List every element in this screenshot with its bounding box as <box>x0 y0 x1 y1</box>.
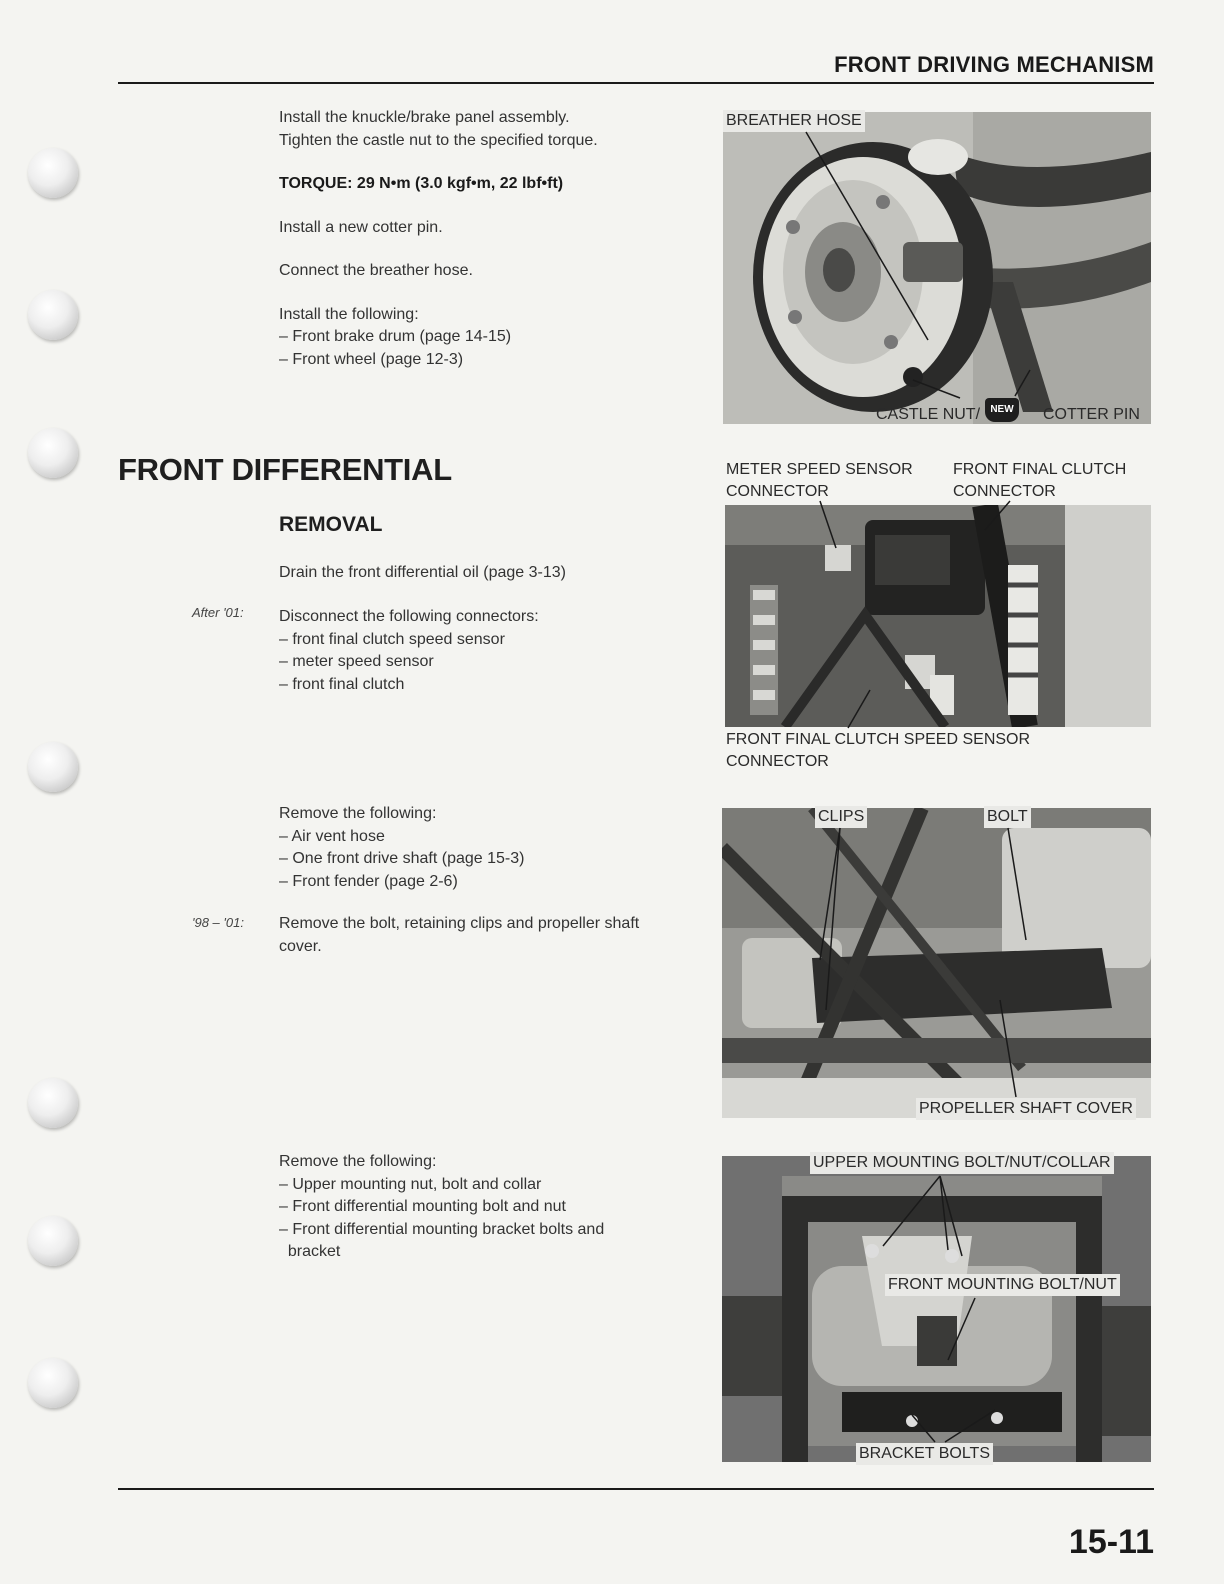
footer-rule <box>118 1488 1154 1490</box>
connectors-illustration <box>725 505 1151 727</box>
binder-hole <box>28 290 78 340</box>
list-item: – Front brake drum (page 14-15) <box>279 328 512 345</box>
step-text: Remove the bolt, retaining clips and propeller shaft <box>279 915 640 932</box>
mounting-illustration <box>722 1156 1151 1462</box>
list-heading: Install the following: <box>279 305 419 323</box>
list-item: – front final clutch <box>279 675 405 693</box>
label-breather-hose: BREATHER HOSE <box>723 110 865 132</box>
step-text: Tighten the castle nut to the specified torque. <box>279 131 598 149</box>
list-heading: Disconnect the following connectors: <box>279 608 539 625</box>
binder-hole <box>28 1358 78 1408</box>
step-text: Connect the breather hose. <box>279 262 473 279</box>
binder-hole <box>28 148 78 198</box>
list-heading: Remove the following: <box>279 805 437 822</box>
label-front-final-clutch-speed-sensor: FRONT FINAL CLUTCH SPEED SENSOR <box>726 731 1031 748</box>
new-part-icon <box>985 398 1019 422</box>
drain-step: Drain the front differential oil (page 3-13) <box>279 564 566 581</box>
propeller-shaft-illustration <box>722 808 1151 1118</box>
intro-steps <box>279 107 598 371</box>
remove-steps-1 <box>279 803 524 893</box>
section-title: FRONT DIFFERENTIAL <box>118 452 452 487</box>
subsection-title: REMOVAL <box>279 513 383 536</box>
step-text: cover. <box>279 937 322 955</box>
list-heading: Remove the following: <box>279 1153 437 1170</box>
list-item: – Front fender (page 2-6) <box>279 872 458 890</box>
model-year-note: After '01: <box>192 605 244 620</box>
label-front-final-clutch: FRONT FINAL CLUTCH <box>953 461 1127 478</box>
list-item: – Front wheel (page 12-3) <box>279 350 464 368</box>
label-front-mounting-bolt: FRONT MOUNTING BOLT/NUT <box>885 1274 1120 1296</box>
label-meter-speed-sensor-connector: CONNECTOR <box>726 483 829 500</box>
label-front-final-clutch-speed-sensor-connector: CONNECTOR <box>726 753 829 770</box>
figure-knuckle-photo <box>723 112 1151 424</box>
label-upper-mounting-bolt: UPPER MOUNTING BOLT/NUT/COLLAR <box>810 1152 1114 1174</box>
label-front-final-clutch-connector: CONNECTOR <box>953 483 1056 500</box>
binder-hole <box>28 428 78 478</box>
list-item: – Air vent hose <box>279 827 385 845</box>
bolt-step <box>279 913 639 958</box>
remove-steps-2 <box>279 1151 604 1264</box>
disconnect-steps <box>279 606 539 696</box>
list-item: – Front differential mounting bracket bolts and <box>279 1220 605 1238</box>
list-item: – front final clutch speed sensor <box>279 630 505 648</box>
new-icon-text: NEW <box>990 404 1014 415</box>
figure-connectors-photo <box>725 505 1151 727</box>
label-clips: CLIPS <box>815 806 867 828</box>
page-number: 15-11 <box>1068 1523 1154 1561</box>
binder-hole <box>28 742 78 792</box>
figure-propeller-shaft-photo <box>722 808 1151 1118</box>
label-cotter-pin: COTTER PIN <box>1043 406 1140 423</box>
model-year-note: '98 – '01: <box>192 915 244 930</box>
binder-hole <box>28 1078 78 1128</box>
label-propeller-shaft-cover: PROPELLER SHAFT COVER <box>916 1098 1136 1120</box>
list-item: – Upper mounting nut, bolt and collar <box>279 1175 542 1193</box>
figure-mounting-photo <box>722 1156 1151 1462</box>
label-bolt: BOLT <box>984 806 1031 828</box>
label-bracket-bolts: BRACKET BOLTS <box>856 1443 993 1465</box>
label-castle-nut: CASTLE NUT/ <box>876 406 981 423</box>
list-item: – One front drive shaft (page 15-3) <box>279 850 525 867</box>
step-text: Install the knuckle/brake panel assembly. <box>279 109 570 126</box>
knuckle-illustration <box>723 112 1151 424</box>
header-rule <box>118 82 1154 84</box>
step-text: Install a new cotter pin. <box>279 218 443 236</box>
running-header: FRONT DRIVING MECHANISM <box>834 52 1154 77</box>
binder-hole <box>28 1216 78 1266</box>
label-meter-speed-sensor: METER SPEED SENSOR <box>726 461 913 478</box>
list-item: bracket <box>279 1243 341 1260</box>
list-item: – Front differential mounting bolt and nut <box>279 1198 566 1215</box>
list-item: – meter speed sensor <box>279 653 434 670</box>
torque-spec: TORQUE: 29 N•m (3.0 kgf•m, 22 lbf•ft) <box>279 175 564 192</box>
